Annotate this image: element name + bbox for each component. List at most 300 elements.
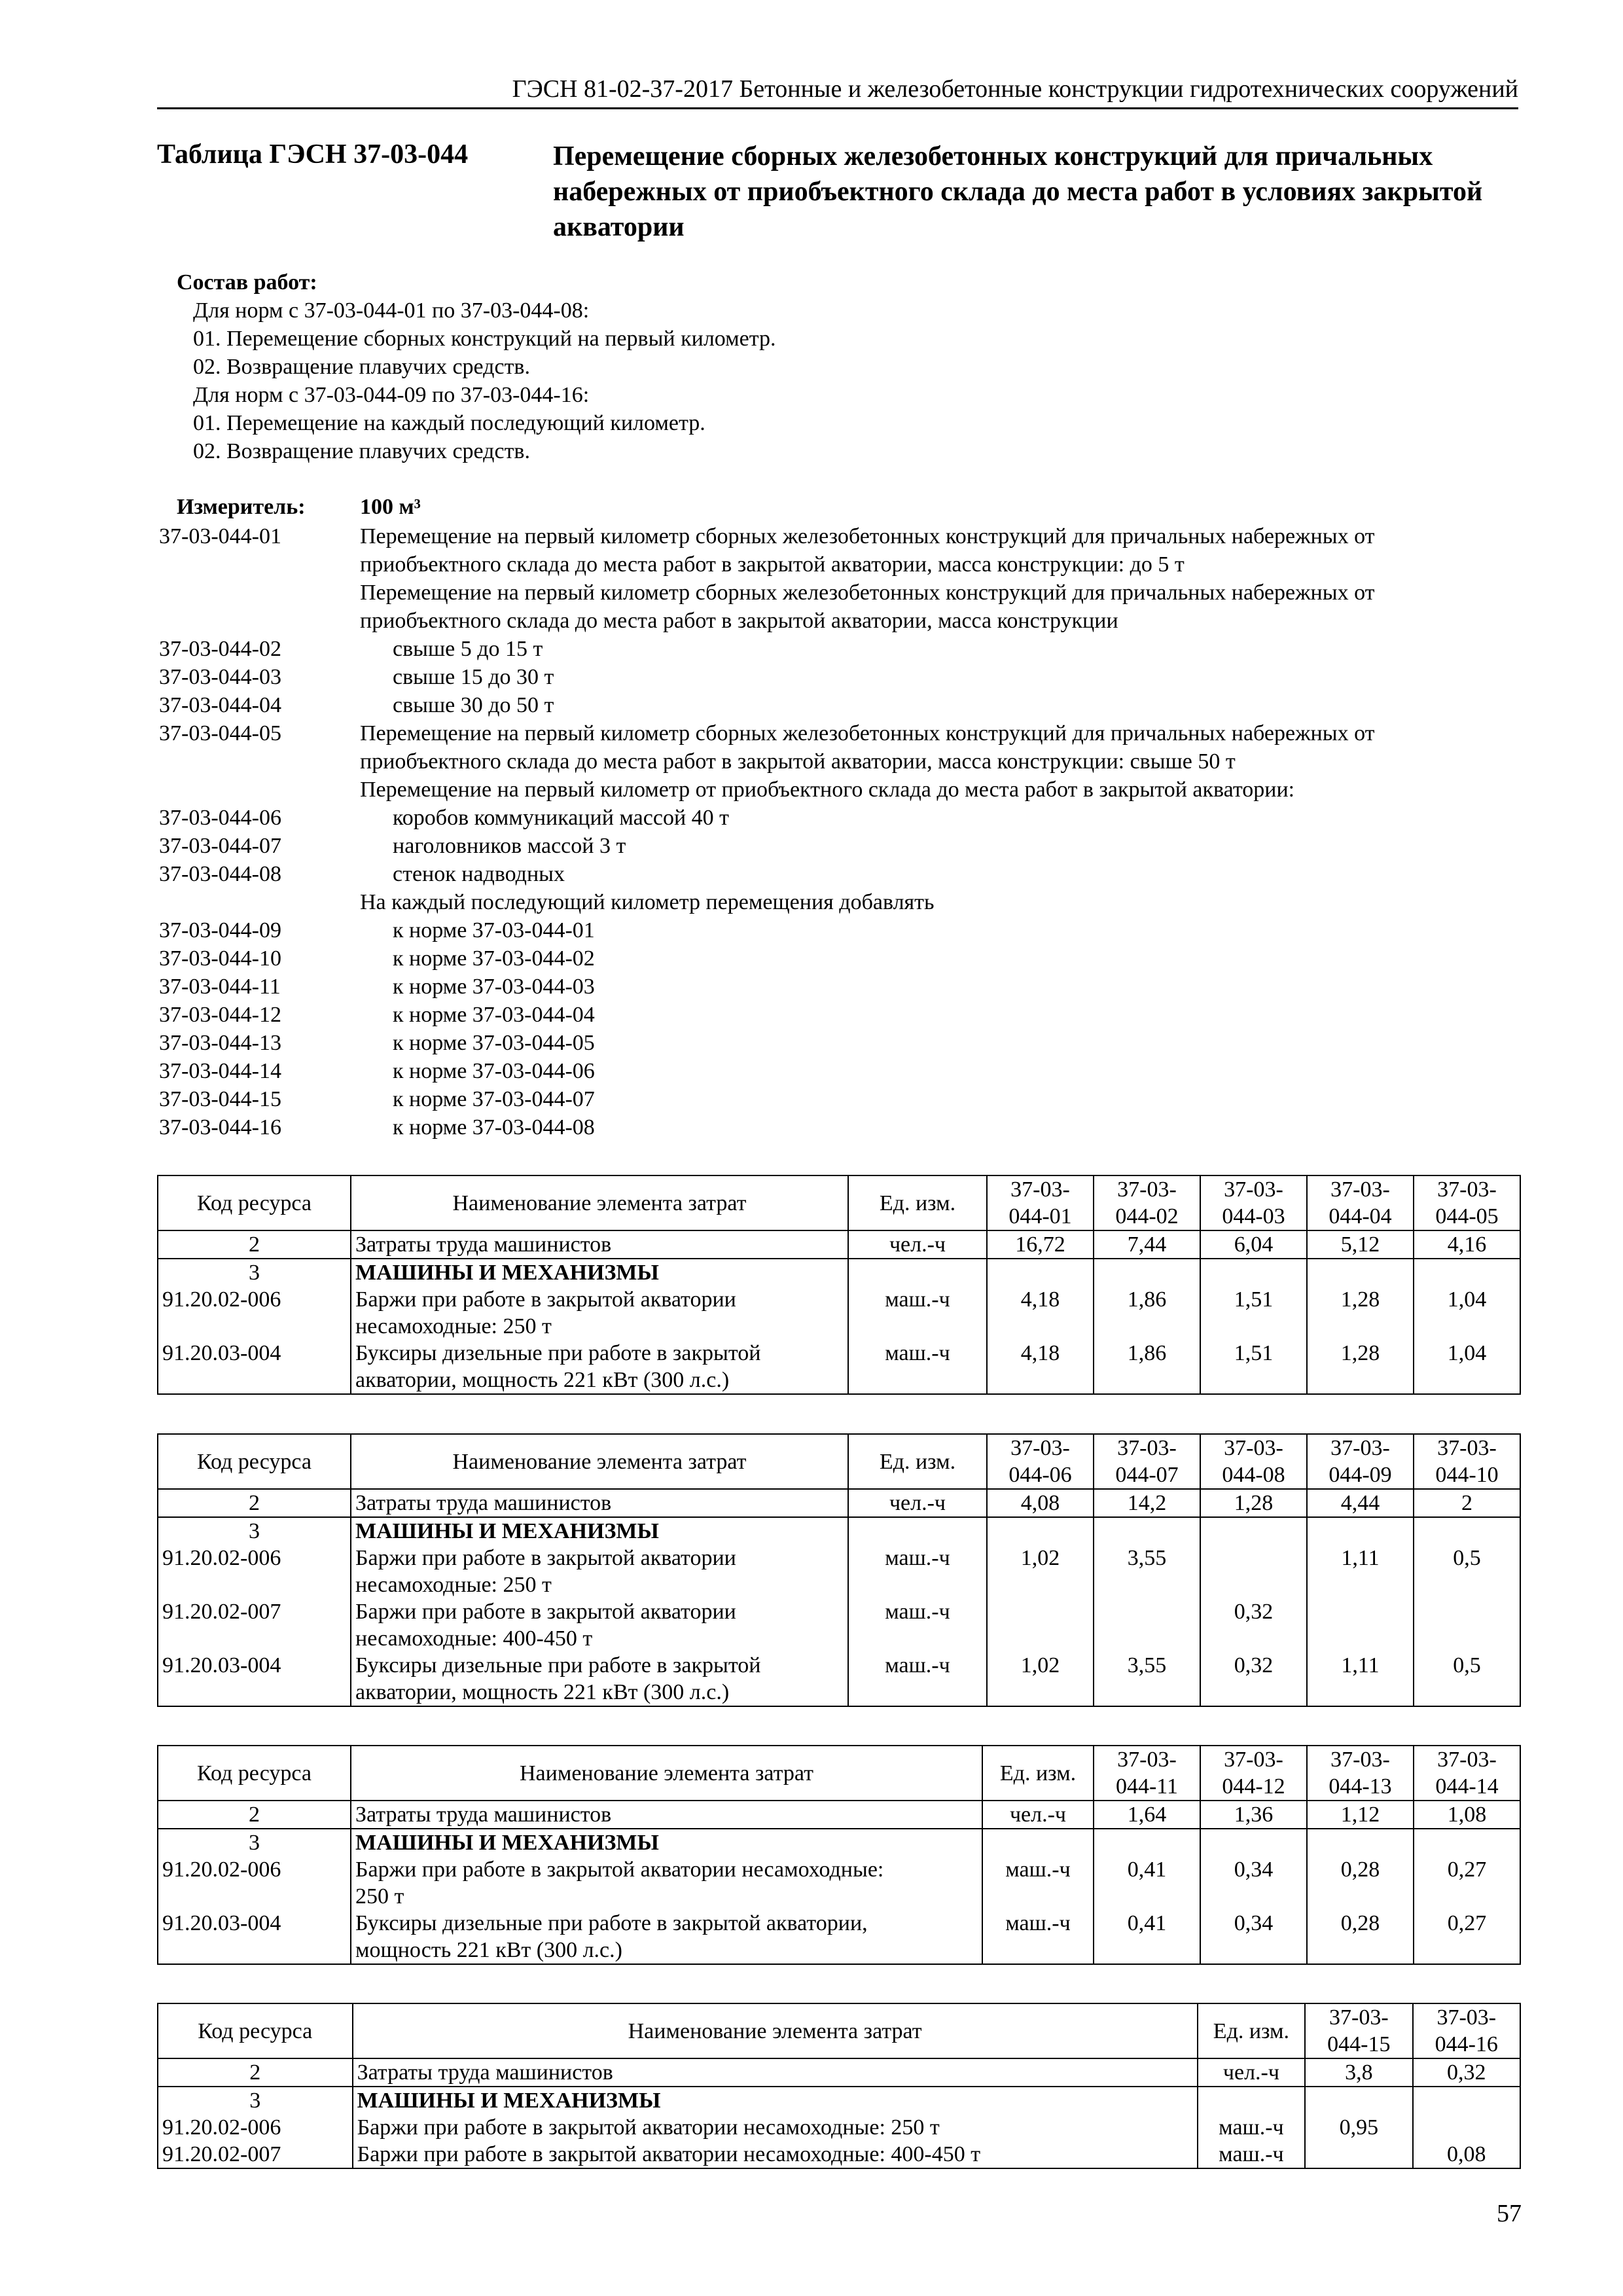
resource-code: 2 xyxy=(158,1801,351,1829)
resource-name-line: акватории, мощность 221 кВт (300 л.с.) xyxy=(355,1680,730,1704)
resource-unit: чел.-ч xyxy=(848,1230,987,1259)
col-header-norm-line: 044-07 xyxy=(1115,1463,1179,1487)
resource-value xyxy=(1413,2087,1520,2114)
norm-text: наголовников массой 3 т xyxy=(393,834,626,858)
resource-unit: чел.-ч xyxy=(1198,2058,1305,2087)
resource-unit: маш.-ч xyxy=(848,1340,987,1394)
table-row xyxy=(158,1545,1520,1598)
col-header-norm-line: 044-15 xyxy=(1327,2032,1391,2056)
resource-name-line: несамоходные: 250 т xyxy=(355,1573,552,1597)
norm-row xyxy=(159,1029,1520,1057)
resource-unit xyxy=(1198,2087,1305,2114)
norm-code xyxy=(159,776,360,804)
resource-value: 0,27 xyxy=(1414,1910,1520,1964)
col-header-norm-line: 37-03- xyxy=(1117,1748,1177,1772)
table-header-row xyxy=(158,1746,1520,1801)
norm-text: к норме 37-03-044-02 xyxy=(393,946,595,971)
running-header: ГЭСН 81-02-37-2017 Бетонные и железобетонные конструкции гидротехнических сооружений xyxy=(157,73,1518,109)
col-header-norm xyxy=(1094,1175,1200,1230)
col-header-norm-line: 044-14 xyxy=(1435,1774,1499,1799)
norm-code: 37-03-044-08 xyxy=(159,862,281,886)
col-header-norm-line: 37-03- xyxy=(1436,2005,1497,2030)
col-header-norm xyxy=(1307,1175,1414,1230)
resource-unit: маш.-ч xyxy=(848,1286,987,1340)
resource-value: 16,72 xyxy=(987,1230,1094,1259)
table-header-row xyxy=(158,2003,1520,2058)
resource-code: 2 xyxy=(158,1230,351,1259)
resource-name-line: МАШИНЫ И МЕХАНИЗМЫ xyxy=(357,2089,661,2113)
resource-value: 1,02 xyxy=(987,1652,1094,1706)
resource-value: 0,32 xyxy=(1413,2058,1520,2087)
resource-value xyxy=(1414,1829,1520,1856)
table-row xyxy=(158,1517,1520,1545)
resource-unit: чел.-ч xyxy=(848,1489,987,1517)
norm-code: 37-03-044-16 xyxy=(159,1115,281,1139)
works-line: 01. Перемещение сборных конструкций на первый километр. xyxy=(193,327,776,351)
col-header-norm xyxy=(1414,1746,1520,1801)
col-header-code: Код ресурса xyxy=(158,1175,351,1230)
resource-name xyxy=(353,2058,1198,2087)
resource-value: 1,04 xyxy=(1414,1286,1520,1340)
norm-code: 37-03-044-03 xyxy=(159,665,281,689)
norm-code xyxy=(159,607,360,635)
col-header-unit: Ед. изм. xyxy=(1198,2003,1305,2058)
table-row xyxy=(158,1598,1520,1652)
resource-value: 1,02 xyxy=(987,1545,1094,1598)
col-header-norm-line: 37-03- xyxy=(1330,1177,1390,1202)
resource-value xyxy=(1307,1829,1414,1856)
table-row xyxy=(158,1489,1520,1517)
resource-value: 0,95 xyxy=(1305,2114,1412,2141)
col-header-name: Наименование элемента затрат xyxy=(351,1746,982,1801)
norm-code: 37-03-044-12 xyxy=(159,1003,281,1027)
norm-row xyxy=(159,747,1520,776)
resource-name-line: Баржи при работе в закрытой акватории xyxy=(355,1546,736,1570)
resource-name-line: Баржи при работе в закрытой акватории несамоходные: xyxy=(355,1857,884,1882)
resource-name-line: Баржи при работе в закрытой акватории несамоходные: 250 т xyxy=(357,2115,940,2140)
table-header-row xyxy=(158,1175,1520,1230)
table-row xyxy=(158,1856,1520,1910)
norm-row xyxy=(159,860,1520,888)
norm-text: приобъектного склада до места работ в закрытой акватории, масса конструкции xyxy=(360,609,1118,633)
resource-name-line: Затраты труда машинистов xyxy=(355,1491,612,1515)
norm-text: коробов коммуникаций массой 40 т xyxy=(393,806,730,830)
resource-code: 91.20.02-007 xyxy=(158,1598,351,1652)
resource-value xyxy=(1414,1517,1520,1545)
resource-value: 0,5 xyxy=(1414,1545,1520,1598)
norm-row xyxy=(159,579,1520,607)
works-line: 02. Возвращение плавучих средств. xyxy=(193,355,530,379)
resource-unit: маш.-ч xyxy=(1198,2114,1305,2141)
table-row xyxy=(158,1230,1520,1259)
norm-row xyxy=(159,1113,1520,1141)
resource-name xyxy=(351,1801,982,1829)
norm-row xyxy=(159,1085,1520,1113)
table-row xyxy=(158,2058,1520,2087)
resource-unit: чел.-ч xyxy=(982,1801,1094,1829)
resource-value: 1,04 xyxy=(1414,1340,1520,1394)
measure-label: Измеритель: xyxy=(177,495,306,519)
norm-text: свыше 5 до 15 т xyxy=(393,637,543,661)
norm-row xyxy=(159,973,1520,1001)
resource-value: 0,34 xyxy=(1200,1910,1307,1964)
col-header-norm xyxy=(1094,1746,1200,1801)
resource-value xyxy=(1305,2087,1412,2114)
resource-value: 1,86 xyxy=(1094,1340,1200,1394)
resource-value: 0,28 xyxy=(1307,1910,1414,1964)
norm-code: 37-03-044-09 xyxy=(159,918,281,942)
col-header-norm-line: 37-03- xyxy=(1010,1436,1070,1460)
resource-name-line: Баржи при работе в закрытой акватории xyxy=(355,1287,736,1312)
col-header-unit: Ед. изм. xyxy=(982,1746,1094,1801)
norms-list xyxy=(159,522,1520,1141)
resource-value xyxy=(1305,2141,1412,2168)
resource-name-line: МАШИНЫ И МЕХАНИЗМЫ xyxy=(355,1519,659,1543)
table-row xyxy=(158,1340,1520,1394)
norm-row xyxy=(159,916,1520,944)
norm-row xyxy=(159,1001,1520,1029)
col-header-norm-line: 044-16 xyxy=(1435,2032,1498,2056)
resource-name-line: МАШИНЫ И МЕХАНИЗМЫ xyxy=(355,1831,659,1855)
resource-value xyxy=(987,1517,1094,1545)
norm-code: 37-03-044-06 xyxy=(159,806,281,830)
norm-code: 37-03-044-01 xyxy=(159,524,281,548)
resource-unit: маш.-ч xyxy=(848,1652,987,1706)
col-header-norm-line: 37-03- xyxy=(1330,1748,1390,1772)
resource-value: 0,32 xyxy=(1200,1598,1307,1652)
col-header-norm xyxy=(1094,1434,1200,1489)
resource-name-line: Баржи при работе в закрытой акватории xyxy=(355,1600,736,1624)
norm-code: 37-03-044-13 xyxy=(159,1031,281,1055)
resource-value: 4,16 xyxy=(1414,1230,1520,1259)
resource-value: 0,32 xyxy=(1200,1652,1307,1706)
resource-code: 91.20.02-006 xyxy=(158,1545,351,1598)
norm-code xyxy=(159,888,360,916)
resource-value xyxy=(1414,1259,1520,1286)
resource-value xyxy=(1094,1598,1200,1652)
resource-code: 3 xyxy=(158,2087,353,2114)
col-header-norm-line: 37-03- xyxy=(1224,1436,1283,1460)
col-header-norm-line: 37-03- xyxy=(1224,1177,1283,1202)
table-row xyxy=(158,1801,1520,1829)
resource-code: 2 xyxy=(158,1489,351,1517)
col-header-norm xyxy=(1413,2003,1520,2058)
col-header-norm-line: 044-02 xyxy=(1115,1204,1179,1229)
table-header-row xyxy=(158,1434,1520,1489)
norm-code: 37-03-044-05 xyxy=(159,721,281,745)
col-header-norm-line: 044-12 xyxy=(1222,1774,1285,1799)
resource-name-line: Буксиры дизельные при работе в закрытой xyxy=(355,1653,761,1677)
resource-value: 0,5 xyxy=(1414,1652,1520,1706)
col-header-norm xyxy=(1414,1175,1520,1230)
resource-name xyxy=(351,1259,848,1286)
norm-row xyxy=(159,1057,1520,1085)
col-header-norm-line: 044-11 xyxy=(1115,1774,1179,1799)
resource-table-3 xyxy=(157,1745,1521,1965)
table-row xyxy=(158,1286,1520,1340)
col-header-norm xyxy=(987,1175,1094,1230)
col-header-code: Код ресурса xyxy=(158,1434,351,1489)
norm-code: 37-03-044-15 xyxy=(159,1087,281,1111)
resource-unit xyxy=(982,1829,1094,1856)
resource-name-line: Затраты труда машинистов xyxy=(357,2060,613,2085)
resource-value xyxy=(1200,1517,1307,1545)
norm-text: Перемещение на первый километр сборных железобетонных конструкций для причальных набережных от xyxy=(360,524,1375,548)
resource-name-line: 250 т xyxy=(355,1884,404,1909)
resource-value xyxy=(1307,1517,1414,1545)
norm-text: стенок надводных xyxy=(393,862,565,886)
resource-value: 1,51 xyxy=(1200,1286,1307,1340)
resource-value xyxy=(1414,1598,1520,1652)
norm-text: Перемещение на первый километр от приобъектного склада до места работ в закрытой акватории: xyxy=(360,778,1295,802)
resource-value xyxy=(987,1259,1094,1286)
norm-text: На каждый последующий километр перемещения добавлять xyxy=(360,890,935,914)
resource-name-line: Буксиры дизельные при работе в закрытой xyxy=(355,1341,761,1365)
resource-name xyxy=(351,1286,848,1340)
norm-text: к норме 37-03-044-01 xyxy=(393,918,595,942)
norm-text: приобъектного склада до места работ в закрытой акватории, масса конструкции: свыше 50 т xyxy=(360,749,1236,774)
resource-name xyxy=(351,1340,848,1394)
norm-row xyxy=(159,888,1520,916)
norm-code xyxy=(159,747,360,776)
resource-unit: маш.-ч xyxy=(1198,2141,1305,2168)
resource-value: 0,41 xyxy=(1094,1910,1200,1964)
norm-text: к норме 37-03-044-06 xyxy=(393,1059,595,1083)
col-header-norm-line: 37-03- xyxy=(1224,1748,1283,1772)
col-header-norm-line: 044-10 xyxy=(1435,1463,1499,1487)
table-row xyxy=(158,2087,1520,2114)
table-row xyxy=(158,1652,1520,1706)
norm-row xyxy=(159,607,1520,635)
resource-value: 3,8 xyxy=(1305,2058,1412,2087)
norm-row xyxy=(159,550,1520,579)
table-row xyxy=(158,2141,1520,2168)
col-header-norm-line: 044-03 xyxy=(1222,1204,1285,1229)
col-header-norm xyxy=(1200,1175,1307,1230)
col-header-norm xyxy=(1200,1746,1307,1801)
resource-value: 0,08 xyxy=(1413,2141,1520,2168)
col-header-norm-line: 044-08 xyxy=(1222,1463,1285,1487)
resource-value: 1,51 xyxy=(1200,1340,1307,1394)
resource-name-line: МАШИНЫ И МЕХАНИЗМЫ xyxy=(355,1261,659,1285)
resource-name xyxy=(351,1489,848,1517)
norm-text: Перемещение на первый километр сборных железобетонных конструкций для причальных набережных от xyxy=(360,721,1375,745)
resource-unit: маш.-ч xyxy=(982,1910,1094,1964)
works-line: Для норм с 37-03-044-09 по 37-03-044-16: xyxy=(193,383,590,407)
resource-code: 3 xyxy=(158,1829,351,1856)
table-row xyxy=(158,1910,1520,1964)
resource-unit: маш.-ч xyxy=(848,1598,987,1652)
resource-value: 14,2 xyxy=(1094,1489,1200,1517)
resource-value: 1,12 xyxy=(1307,1801,1414,1829)
resource-name xyxy=(351,1856,982,1910)
resource-name-line: несамоходные: 400-450 т xyxy=(355,1626,593,1651)
table-title: Таблица ГЭСН 37-03-044 xyxy=(157,139,469,170)
resource-value xyxy=(1413,2114,1520,2141)
resource-code: 91.20.02-007 xyxy=(158,2141,353,2168)
resource-value: 1,64 xyxy=(1094,1801,1200,1829)
resource-name-line: несамоходные: 250 т xyxy=(355,1314,552,1338)
col-header-name: Наименование элемента затрат xyxy=(353,2003,1198,2058)
norm-text: к норме 37-03-044-03 xyxy=(393,975,595,999)
works-composition xyxy=(177,268,776,465)
resource-code: 3 xyxy=(158,1259,351,1286)
resource-value xyxy=(1094,1259,1200,1286)
works-line: Для норм с 37-03-044-01 по 37-03-044-08: xyxy=(193,298,590,323)
resource-name-line: мощность 221 кВт (300 л.с.) xyxy=(355,1938,622,1962)
norm-row xyxy=(159,663,1520,691)
col-header-norm-line: 044-09 xyxy=(1329,1463,1392,1487)
resource-value: 1,11 xyxy=(1307,1545,1414,1598)
col-header-code: Код ресурса xyxy=(158,1746,351,1801)
resource-unit xyxy=(848,1259,987,1286)
resource-name xyxy=(351,1545,848,1598)
col-header-norm-line: 37-03- xyxy=(1010,1177,1070,1202)
works-line: 01. Перемещение на каждый последующий километр. xyxy=(193,411,705,435)
col-header-norm-line: 37-03- xyxy=(1437,1436,1497,1460)
norm-row xyxy=(159,691,1520,719)
norm-text: свыше 30 до 50 т xyxy=(393,693,554,717)
col-header-code: Код ресурса xyxy=(158,2003,353,2058)
resource-unit xyxy=(848,1517,987,1545)
works-heading: Состав работ: xyxy=(177,270,317,295)
resource-name xyxy=(351,1230,848,1259)
norm-code: 37-03-044-11 xyxy=(159,975,281,999)
col-header-norm-line: 044-13 xyxy=(1329,1774,1392,1799)
resource-code: 91.20.03-004 xyxy=(158,1910,351,1964)
table-description: Перемещение сборных железобетонных конструкций для причальных набережных от приобъектного склада до места работ в условиях закрытой акватории xyxy=(553,141,1483,242)
resource-name-line: Буксиры дизельные при работе в закрытой акватории, xyxy=(355,1911,868,1935)
col-header-norm-line: 37-03- xyxy=(1437,1177,1497,1202)
norm-text: к норме 37-03-044-05 xyxy=(393,1031,595,1055)
resource-table-2 xyxy=(157,1433,1521,1707)
table-row xyxy=(158,1829,1520,1856)
resource-name xyxy=(353,2087,1198,2114)
measure-value: 100 м³ xyxy=(360,495,421,519)
resource-code: 2 xyxy=(158,2058,353,2087)
resource-value: 0,41 xyxy=(1094,1856,1200,1910)
resource-name-line: Затраты труда машинистов xyxy=(355,1232,612,1257)
norm-row xyxy=(159,944,1520,973)
col-header-norm-line: 37-03- xyxy=(1329,2005,1389,2030)
resource-code: 91.20.03-004 xyxy=(158,1652,351,1706)
col-header-norm xyxy=(1305,2003,1412,2058)
norm-code: 37-03-044-07 xyxy=(159,834,281,858)
resource-value: 6,04 xyxy=(1200,1230,1307,1259)
resource-value: 1,28 xyxy=(1307,1286,1414,1340)
resource-value: 3,55 xyxy=(1094,1652,1200,1706)
resource-value xyxy=(1094,1829,1200,1856)
col-header-unit: Ед. изм. xyxy=(848,1175,987,1230)
resource-code: 91.20.02-006 xyxy=(158,1856,351,1910)
resource-name xyxy=(351,1598,848,1652)
col-header-norm-line: 044-05 xyxy=(1435,1204,1499,1229)
col-header-norm xyxy=(1414,1434,1520,1489)
resource-value xyxy=(1307,1259,1414,1286)
col-header-norm-line: 37-03- xyxy=(1437,1748,1497,1772)
resource-table-1 xyxy=(157,1175,1521,1395)
col-header-name: Наименование элемента затрат xyxy=(351,1175,848,1230)
norm-text: к норме 37-03-044-08 xyxy=(393,1115,595,1139)
norm-code: 37-03-044-04 xyxy=(159,693,281,717)
norm-row xyxy=(159,804,1520,832)
table-row xyxy=(158,2114,1520,2141)
resource-value: 0,34 xyxy=(1200,1856,1307,1910)
resource-code: 91.20.03-004 xyxy=(158,1340,351,1394)
norm-row xyxy=(159,719,1520,747)
works-line: 02. Возвращение плавучих средств. xyxy=(193,439,530,463)
resource-unit: маш.-ч xyxy=(982,1856,1094,1910)
col-header-name: Наименование элемента затрат xyxy=(351,1434,848,1489)
norm-code: 37-03-044-10 xyxy=(159,946,281,971)
resource-value xyxy=(1200,1545,1307,1598)
col-header-norm-line: 37-03- xyxy=(1117,1436,1177,1460)
resource-name-line: Затраты труда машинистов xyxy=(355,1803,612,1827)
resource-value xyxy=(1200,1829,1307,1856)
norm-code xyxy=(159,550,360,579)
resource-value: 2 xyxy=(1414,1489,1520,1517)
norm-text: приобъектного склада до места работ в закрытой акватории, масса конструкции: до 5 т xyxy=(360,552,1185,577)
resource-value xyxy=(1094,1517,1200,1545)
norm-code: 37-03-044-14 xyxy=(159,1059,281,1083)
resource-value xyxy=(987,1598,1094,1652)
resource-code: 91.20.02-006 xyxy=(158,1286,351,1340)
resource-code: 91.20.02-006 xyxy=(158,2114,353,2141)
norm-text: к норме 37-03-044-04 xyxy=(393,1003,595,1027)
resource-value: 0,27 xyxy=(1414,1856,1520,1910)
col-header-norm xyxy=(987,1434,1094,1489)
resource-value: 1,36 xyxy=(1200,1801,1307,1829)
resource-table-4 xyxy=(157,2003,1521,2169)
resource-name xyxy=(353,2114,1198,2141)
resource-name-line: акватории, мощность 221 кВт (300 л.с.) xyxy=(355,1368,730,1392)
norm-row xyxy=(159,635,1520,663)
resource-name-line: Баржи при работе в закрытой акватории несамоходные: 400-450 т xyxy=(357,2142,981,2166)
norm-row xyxy=(159,522,1520,550)
resource-value: 1,28 xyxy=(1307,1340,1414,1394)
page-number: 57 xyxy=(1497,2200,1522,2227)
resource-value: 4,44 xyxy=(1307,1489,1414,1517)
resource-name xyxy=(351,1829,982,1856)
resource-value xyxy=(1307,1598,1414,1652)
norm-row xyxy=(159,832,1520,860)
norm-code: 37-03-044-02 xyxy=(159,637,281,661)
resource-value: 1,08 xyxy=(1414,1801,1520,1829)
resource-value: 7,44 xyxy=(1094,1230,1200,1259)
norm-text: к норме 37-03-044-07 xyxy=(393,1087,595,1111)
norm-text: Перемещение на первый километр сборных железобетонных конструкций для причальных набережных от xyxy=(360,581,1375,605)
table-row xyxy=(158,1259,1520,1286)
resource-value: 1,86 xyxy=(1094,1286,1200,1340)
norm-code xyxy=(159,579,360,607)
resource-value: 1,28 xyxy=(1200,1489,1307,1517)
resource-value: 4,18 xyxy=(987,1340,1094,1394)
resource-value: 4,08 xyxy=(987,1489,1094,1517)
col-header-norm xyxy=(1307,1434,1414,1489)
resource-value: 4,18 xyxy=(987,1286,1094,1340)
col-header-norm-line: 37-03- xyxy=(1117,1177,1177,1202)
resource-name xyxy=(351,1652,848,1706)
resource-name xyxy=(351,1517,848,1545)
col-header-norm xyxy=(1307,1746,1414,1801)
norm-row xyxy=(159,776,1520,804)
resource-code: 3 xyxy=(158,1517,351,1545)
resource-value: 1,11 xyxy=(1307,1652,1414,1706)
resource-value: 3,55 xyxy=(1094,1545,1200,1598)
norm-text: свыше 15 до 30 т xyxy=(393,665,554,689)
resource-unit: маш.-ч xyxy=(848,1545,987,1598)
col-header-norm xyxy=(1200,1434,1307,1489)
